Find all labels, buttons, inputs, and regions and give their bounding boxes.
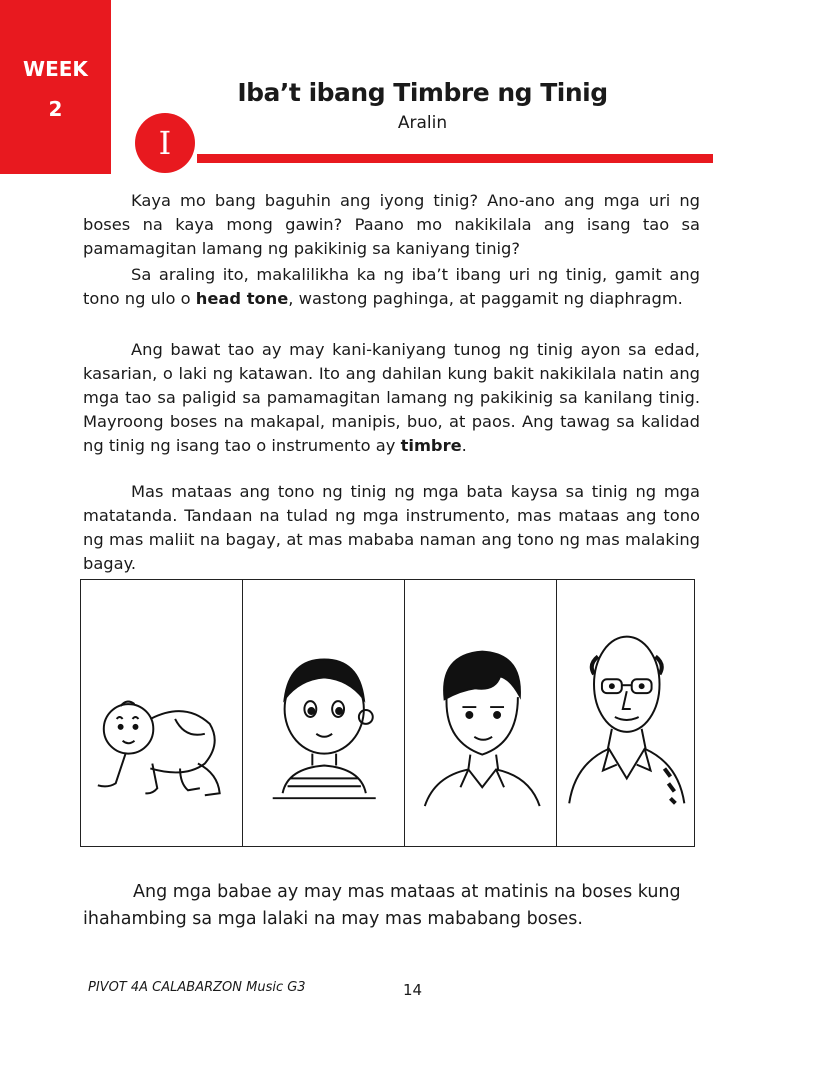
term-head-tone: head tone [195, 289, 289, 308]
panel-baby [81, 580, 243, 846]
section-badge: I [135, 113, 195, 173]
teenager-icon [405, 580, 557, 846]
young-boy-icon [243, 580, 403, 846]
footer-source: PIVOT 4A CALABARZON Music G3 [88, 980, 306, 995]
paragraph-gender-voices: Ang mga babae ay may mas mataas at matinis na boses kung ihahambing sa mga lalaki na may mas mababang boses. [83, 882, 681, 929]
panel-teen [405, 580, 558, 846]
panel-old-man [557, 580, 694, 846]
paragraph-timbre: Ang bawat tao ay may kani-kaniyang tunog ng tinig ayon sa edad, kasarian, o laki ng katawan. Ito ang dahilan kung bakit nakikilala natin ang mga tao sa paligid sa pamamagitan lamang ng pakikinig sa kanilang tinig. Mayroong boses na makapal, manipis, buo, at paos. Ang tawag sa kalidad ng tinig ng isang tao o instrumento ay timbre. [83, 340, 700, 455]
week-number: 2 [48, 97, 63, 121]
panel-boy [243, 580, 404, 846]
crawling-baby-icon [81, 580, 242, 846]
page-number: 14 [403, 981, 423, 999]
week-label: WEEK [23, 57, 88, 81]
old-man-with-glasses-icon [557, 580, 694, 846]
illustration-panels [80, 579, 695, 847]
term-timbre: timbre [400, 436, 462, 455]
page-subtitle: Aralin [397, 113, 448, 133]
title-underline-bar [197, 154, 713, 163]
page-title: Iba’t ibang Timbre ng Tinig [237, 78, 608, 107]
paragraph-lesson: Sa araling ito, makalilikha ka ng iba’t ibang uri ng tinig, gamit ang tono ng ulo o head tone, wastong paghinga, at paggamit ng diaphragm. [83, 265, 700, 308]
paragraph-pitch: Mas mataas ang tono ng tinig ng mga bata kaysa sa tinig ng mga matatanda. Tandaan na tulad ng mga instrumento, mas mataas ang tono ng mas maliit na bagay, at mas mababa naman ang tono ng mas malaking bagay. [83, 482, 700, 573]
paragraph-intro: Kaya mo bang baguhin ang iyong tinig? Ano-ano ang mga uri ng boses na kaya mong gawin? Paano mo nakikilala ang isang tao sa pamamagitan lamang ng pakikinig sa kaniyang tinig? [83, 191, 700, 258]
week-box [0, 0, 111, 174]
